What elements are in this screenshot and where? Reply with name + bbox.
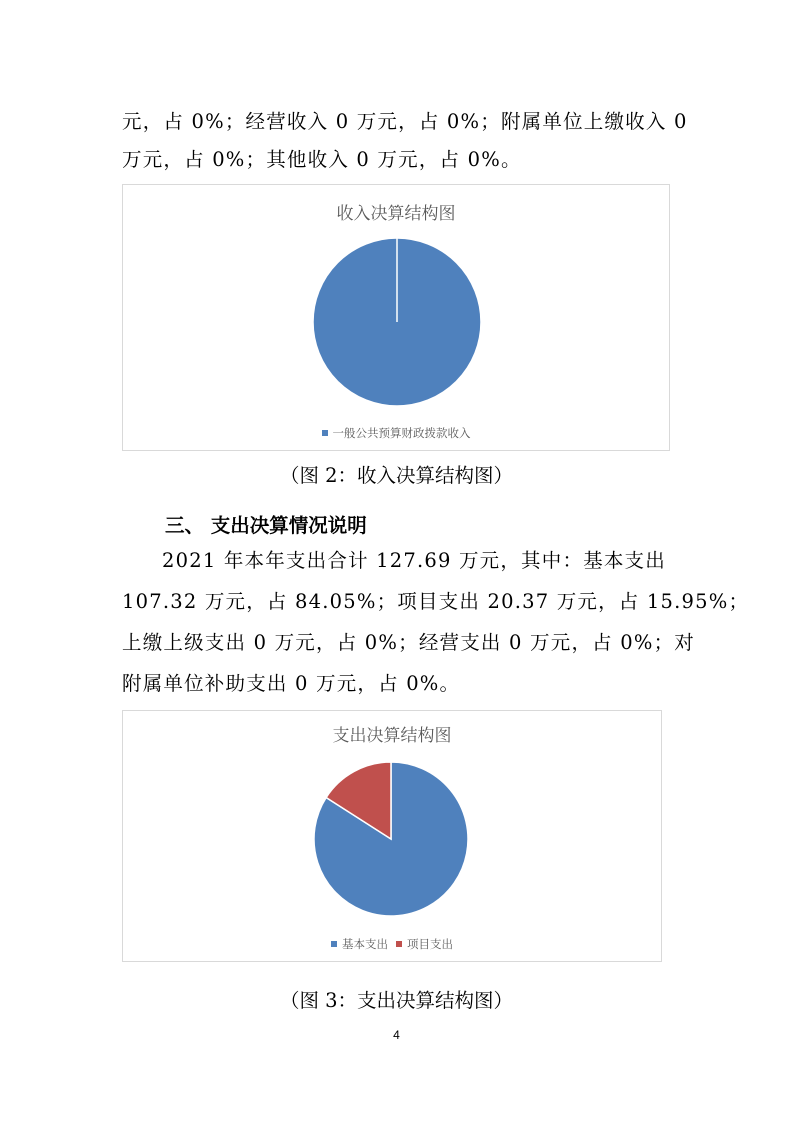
section-3-line-4: 附属单位补助支出 0 万元，占 0%。	[122, 672, 461, 695]
figure-2-caption: （图 2：收入决算结构图）	[279, 464, 514, 487]
intro-line-1: 元，占 0%；经营收入 0 万元，占 0%；附属单位上缴收入 0	[122, 110, 688, 133]
expenditure-chart	[122, 710, 662, 962]
expenditure-pie	[123, 711, 661, 961]
page-number: 4	[393, 1028, 400, 1042]
section-3-line-3: 上缴上级支出 0 万元，占 0%；经营支出 0 万元，占 0%；对	[122, 631, 695, 654]
legend-item	[331, 936, 388, 952]
income-chart-legend	[123, 425, 669, 441]
section-3-heading: 三、 支出决算情况说明	[165, 514, 367, 537]
intro-line-2: 万元，占 0%；其他收入 0 万元，占 0%。	[122, 148, 522, 171]
legend-label: 基本支出	[342, 937, 388, 951]
legend-swatch	[396, 941, 402, 947]
expenditure-chart-legend	[123, 936, 661, 952]
section-3-line-2: 107.32 万元，占 84.05%；项目支出 20.37 万元，占 15.95%；	[122, 590, 750, 613]
income-pie	[123, 185, 669, 450]
legend-swatch	[322, 430, 328, 436]
legend-label: 一般公共预算财政拨款收入	[332, 426, 471, 440]
legend-item	[396, 936, 453, 952]
legend-item	[322, 425, 471, 441]
section-3-line-1: 2021 年本年支出合计 127.69 万元，其中：基本支出	[162, 549, 666, 572]
legend-swatch	[331, 941, 337, 947]
income-chart	[122, 184, 670, 451]
figure-3-caption: （图 3：支出决算结构图）	[279, 989, 514, 1012]
expenditure-chart-title: 支出决算结构图	[332, 726, 452, 746]
income-chart-title: 收入决算结构图	[336, 204, 456, 224]
legend-label: 项目支出	[407, 937, 453, 951]
